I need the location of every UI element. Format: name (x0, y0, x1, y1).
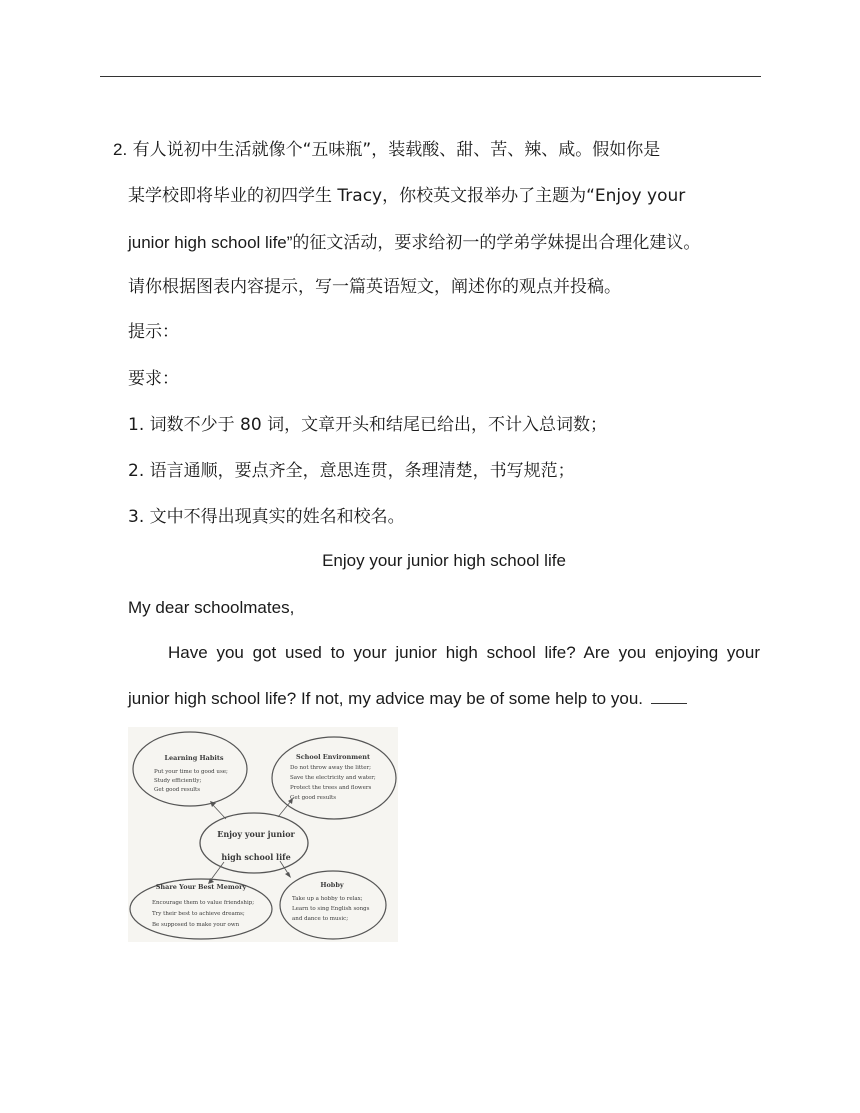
school-environment-line-4: Get good results (290, 795, 337, 801)
question-line-3: junior high school life”的征文活动，要求给初一的学弟学妹提出合理化建议。 (128, 233, 701, 252)
center-title-line-2: high school life (221, 852, 291, 862)
mind-map-diagram (128, 727, 398, 942)
header-rule (100, 76, 761, 77)
answer-blank[interactable] (651, 689, 687, 704)
question-line-4: 请你根据图表内容提示，写一篇英语短文，阐述你的观点并投稿。 (128, 277, 621, 297)
question-number: 2. (113, 140, 128, 159)
hobby-line-3: and dance to music; (292, 916, 349, 922)
essay-body-line-2-text: junior high school life? If not, my advice may be of some help to you. (128, 689, 643, 708)
learning-habits-line-1: Put your time to good use; (154, 769, 228, 775)
school-environment-line-1: Do not throw away the litter; (290, 765, 371, 771)
essay-body-line-2 (128, 688, 687, 710)
learning-habits-title: Learning Habits (164, 754, 224, 762)
center-title-line-1: Enjoy your junior (217, 829, 295, 839)
requirement-2: 2. 语言通顺，要点齐全，意思连贯，条理清楚，书写规范； (128, 461, 575, 481)
hobby-title: Hobby (320, 881, 344, 889)
question-line-2: 某学校即将毕业的初四学生 Tracy，你校英文报举办了主题为“Enjoy your (128, 186, 686, 206)
essay-body-line-1: Have you got used to your junior high school life? Are you enjoying your (168, 643, 760, 662)
requirement-1: 1. 词数不少于 80 词，文章开头和结尾已给出，不计入总词数； (128, 415, 608, 435)
hobby-line-2: Learn to sing English songs (292, 906, 370, 912)
school-environment-line-2: Save the electricity and water; (290, 775, 376, 781)
best-memory-line-3: Be supposed to make your own (152, 922, 240, 928)
requirements-label: 要求： (128, 369, 179, 389)
salutation: My dear schoolmates, (128, 598, 295, 617)
mind-map-svg (128, 727, 398, 942)
hobby-line-1: Take up a hobby to relax; (292, 896, 363, 902)
best-memory-line-1: Encourage them to value friendship; (152, 900, 255, 906)
prompt-text-1: 有人说初中生活就像个“五味瓶”，装载酸、甜、苦、辣、咸。假如你是 (132, 140, 661, 160)
essay-title: Enjoy your junior high school life (322, 551, 566, 570)
learning-habits-line-3: Get good results (154, 787, 201, 793)
best-memory-title: Share Your Best Memory (155, 883, 247, 891)
school-environment-line-3: Protect the trees and flowers (290, 785, 372, 791)
hint-label: 提示： (128, 322, 179, 342)
school-environment-title: School Environment (296, 753, 370, 761)
best-memory-line-2: Try their best to achieve dreams; (152, 911, 245, 917)
learning-habits-line-2: Study efficiently; (154, 778, 202, 784)
question-line-1 (113, 139, 660, 161)
requirement-3: 3. 文中不得出现真实的姓名和校名。 (128, 507, 405, 527)
